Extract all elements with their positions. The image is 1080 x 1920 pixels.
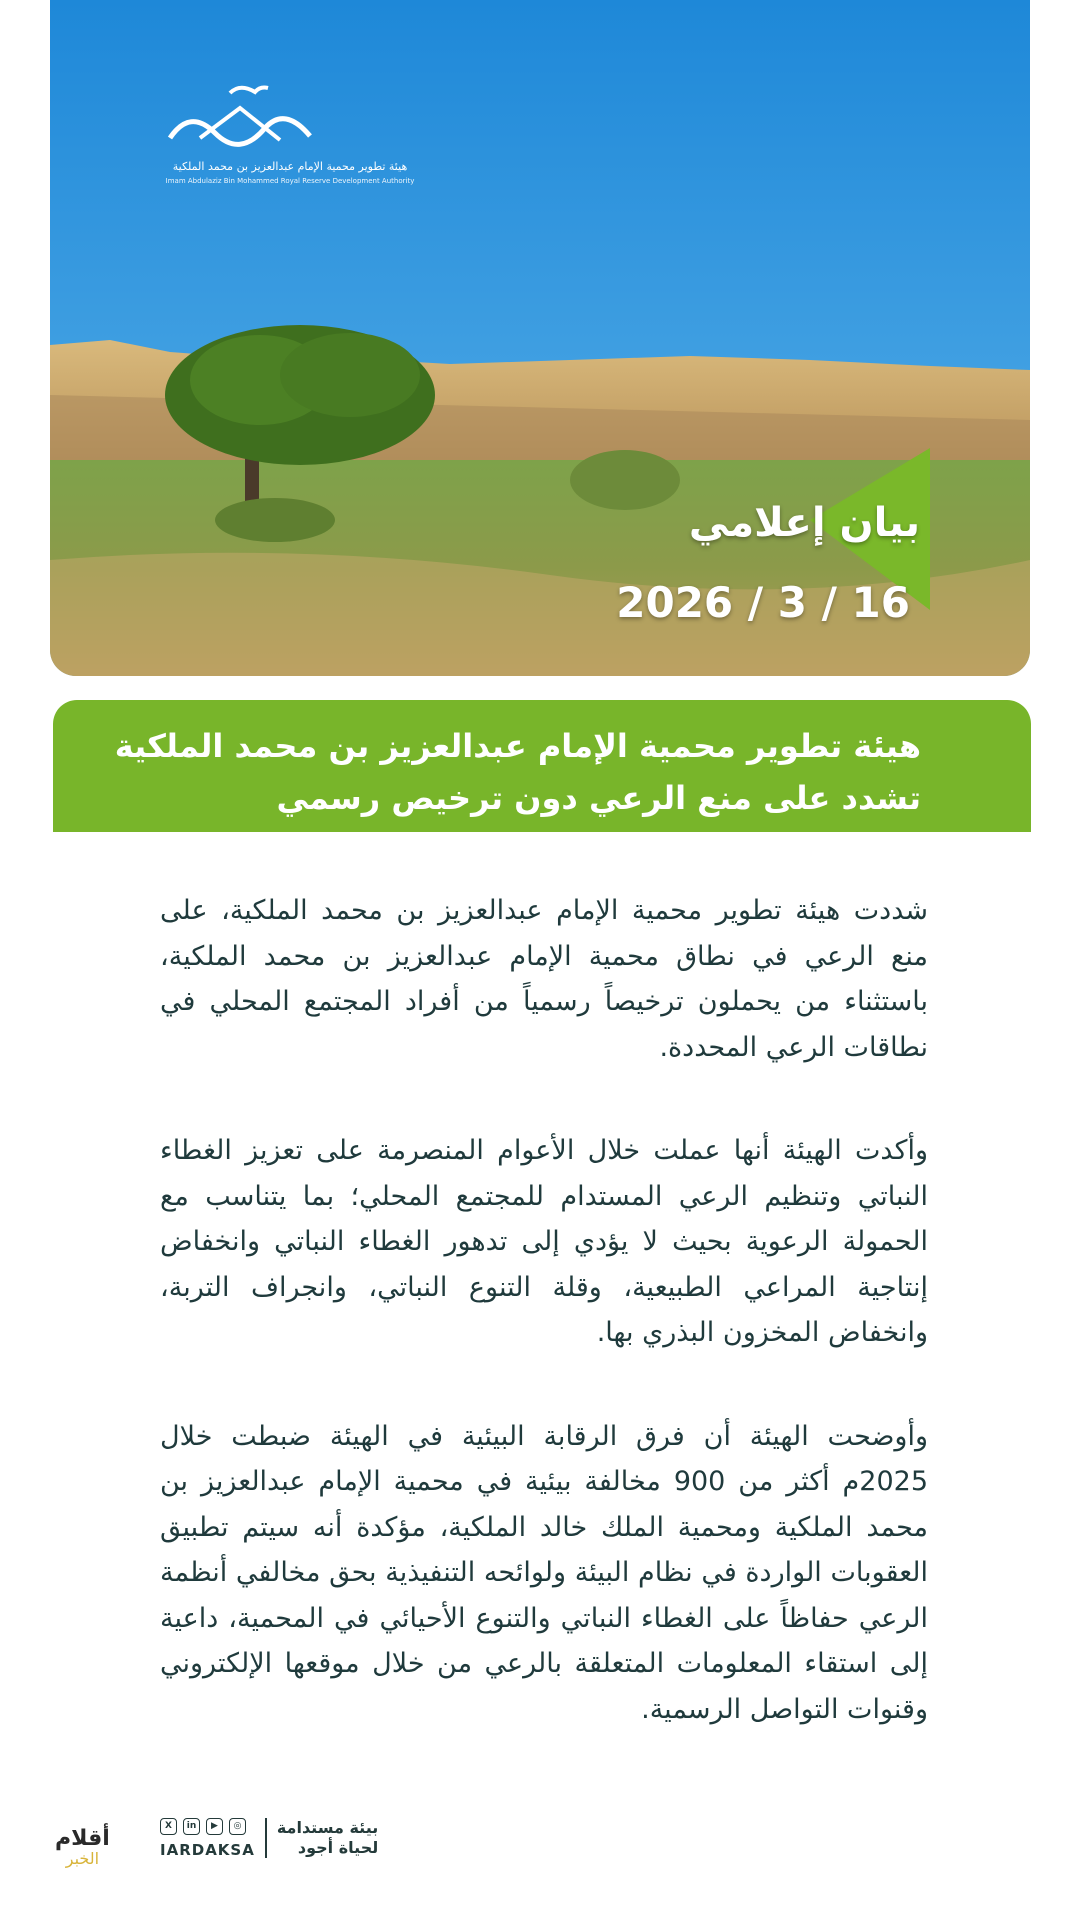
social-block: [160, 1818, 255, 1859]
headline-line-2: تشدد على منع الرعي دون ترخيص رسمي: [276, 779, 921, 817]
paragraph-3: وأوضحت الهيئة أن فرق الرقابة البيئية في الهيئة ضبطت خلال 2025م أكثر من 900 مخالفة بيئية في محمية الإمام عبدالعزيز بن محمد الملكية ومحمية الملك خالد الملكية، مؤكدة أنه سيتم تطبيق العقوبات الواردة في نظام البيئة ولوائحه التنفيذية بحق مخالفي أنظمة الرعي حفاظاً على الغطاء النباتي والتنوع الأحيائي في المحمية، داعية إلى استقاء المعلومات المتعلقة بالرعي من خلال موقعها الإلكتروني وقنوات التواصل الرسمية.: [160, 1420, 928, 1725]
paragraph-1: شددت هيئة تطوير محمية الإمام عبدالعزيز بن محمد الملكية، على منع الرعي في نطاق محمية الإمام عبدالعزيز بن محمد الملكية، باستثناء من يحملون ترخيصاً رسمياً من أفراد المجتمع المحلي في نطاقات الرعي المحددة.: [160, 895, 928, 1063]
slogan-line-2: لحياة أجود: [297, 1838, 379, 1857]
paragraph-2: وأكدت الهيئة أنها عملت خلال الأعوام المنصرمة على تعزيز الغطاء النباتي وتنظيم الرعي المستدام للمجتمع المحلي؛ بما يتناسب مع الحمولة الرعوية بحيث لا يؤدي إلى تدهور الغطاء النباتي وانخفاض إنتاجية المراعي الطبيعية، وقلة التنوع النباتي، وانجراف التربة، وانخفاض المخزون البذري بها.: [160, 1135, 928, 1348]
social-handle: IARDAKSA: [160, 1840, 255, 1859]
linkedin-icon[interactable]: in: [183, 1818, 200, 1835]
slogan: [277, 1818, 378, 1858]
media-statement-label: بيان إعلامي: [688, 500, 920, 546]
article-body: [160, 888, 928, 1790]
slogan-line-1: بيئة مستدامة: [276, 1818, 379, 1837]
watermark-line-1: أقلام: [55, 1826, 110, 1851]
footer-divider: [265, 1818, 267, 1858]
logo-emblem-icon: [160, 78, 320, 158]
instagram-icon[interactable]: ◎: [229, 1818, 246, 1835]
hero-image: [50, 0, 1030, 676]
logo-arabic-name: هيئة تطوير محمية الإمام عبدالعزيز بن محمد الملكية: [172, 160, 408, 173]
logo-english-name: Imam Abdulaziz Bin Mohammed Royal Reserve Development Authority: [165, 177, 415, 185]
publisher-watermark: [55, 1826, 110, 1868]
headline-banner: [53, 700, 1031, 832]
x-icon[interactable]: X: [160, 1818, 177, 1835]
footer: [160, 1808, 378, 1868]
youtube-icon[interactable]: ▶: [206, 1818, 223, 1835]
authority-logo: [160, 78, 420, 185]
headline-line-1: هيئة تطوير محمية الإمام عبدالعزيز بن محمد الملكية: [114, 727, 921, 765]
watermark-line-2: الخبر: [65, 1849, 100, 1868]
statement-date: 2026 / 3 / 16: [616, 578, 910, 627]
